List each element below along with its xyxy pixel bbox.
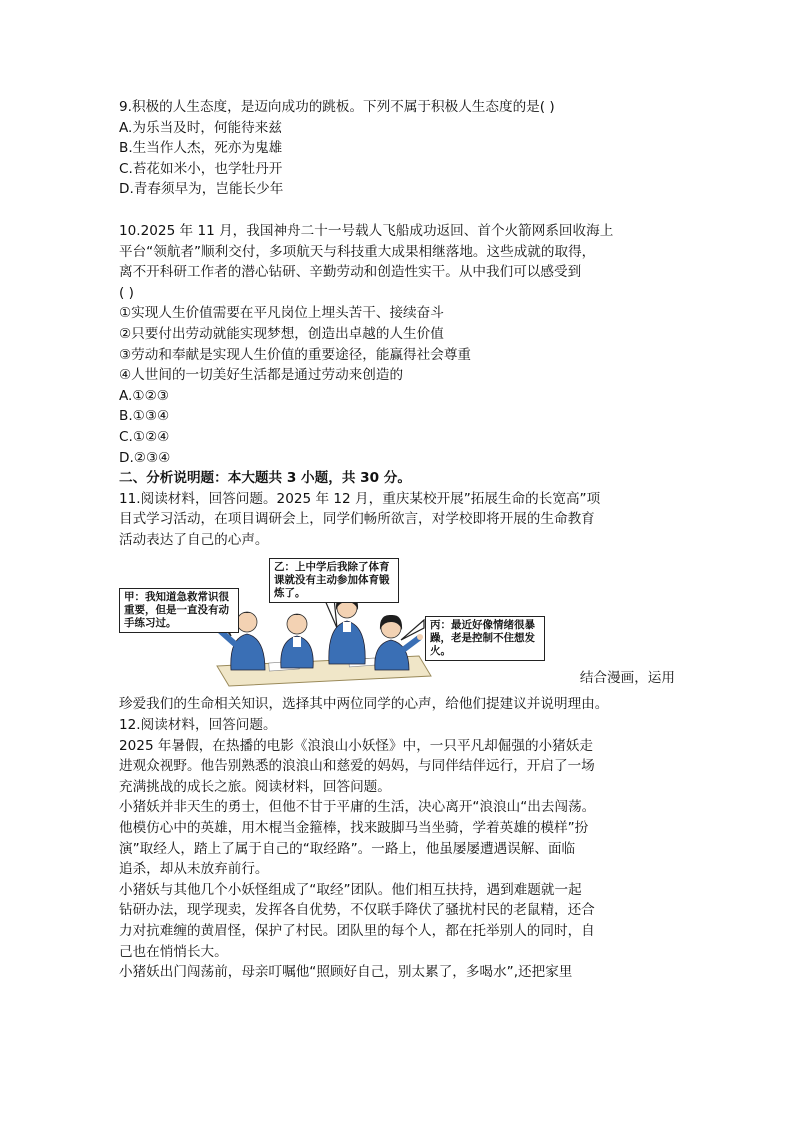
q11-stem-line: 活动表达了自己的心声。 — [119, 531, 269, 548]
q10-stem-line: 离不开科研工作者的潜心钻研、辛勤劳动和创造性实干。从中我们可以感受到 — [119, 264, 582, 281]
q9-option-b: B.生当作人杰，死亦为鬼雄 — [119, 140, 283, 157]
q10-option-d: D.②③④ — [119, 449, 171, 466]
q12-paragraph-line: 小猪妖出门闯荡前，母亲叮嘱他“照顾好自己，别太累了，多喝水”,还把家里 — [119, 964, 573, 981]
q12-paragraph-line: 小猪妖与其他几个小妖怪组成了“取经”团队。他们相互扶持，遇到难题就一起 — [119, 881, 582, 898]
q12-paragraph-line: 力对抗难缠的黄眉怪，保护了村民。团队里的每个人，都在托举别人的同时，自 — [119, 923, 595, 939]
page-content — [119, 97, 675, 983]
q10-statement-3: ③劳动和奉献是实现人生价值的重要途径，能赢得社会尊重 — [119, 346, 472, 363]
q12-paragraph-line: 追杀，却从未放弃前行。 — [119, 861, 269, 878]
q11-stem-line: 11.阅读材料，回答问题。2025 年 12 月，重庆某校开展”拓展生命的长宽高”项 — [119, 490, 601, 507]
q12-paragraph-line: 他模仿心中的英雄，用木棍当金箍棒，找来跛脚马当坐骑，学着英雄的模样”扮 — [119, 820, 589, 837]
q9-stem: 9.积极的人生态度，是迈向成功的跳板。下列不属于积极人生态度的是( ) — [119, 99, 555, 115]
q10-stem-line: ( ) — [119, 284, 134, 301]
q9-option-c: C.苔花如米小，也学牡丹开 — [119, 160, 283, 177]
q9-option-d: D.青春须早为，岂能长少年 — [119, 181, 284, 198]
q10-option-b: B.①③④ — [119, 408, 170, 425]
speech-bubble-jia: 甲：我知道急救常识很重要，但是一直没有动手练习过。 — [119, 588, 239, 633]
q10-option-c: C.①②④ — [119, 428, 170, 445]
q10-statement-4: ④人世间的一切美好生活都是通过劳动来创造的 — [119, 367, 404, 384]
q12-paragraph-line: 小猪妖并非天生的勇士，但他不甘于平庸的生活，决心离开“浪浪山“出去闯荡。 — [119, 799, 596, 816]
q12-title: 12.阅读材料，回答问题。 — [119, 717, 277, 734]
section-heading: 二、分析说明题：本大题共 3 小题，共 30 分。 — [119, 470, 411, 487]
q9-option-a: A.为乐当及时，何能待来兹 — [119, 119, 282, 136]
q10-option-a: A.①②③ — [119, 387, 169, 404]
q12-paragraph-line: 2025 年暑假，在热播的电影《浪浪山小妖怪》中，一只平凡却倔强的小猪妖走 — [119, 737, 593, 754]
q10-stem-line: 平台“领航者”顺利交付，多项航天与科技重大成果相继落地。这些成就的取得， — [119, 243, 596, 260]
q12-paragraph-line: 充满挑战的成长之旅。阅读材料，回答问题。 — [119, 778, 391, 795]
q12-paragraph-line: 钻研办法，现学现卖，发挥各自优势，不仅联手降伏了骚扰村民的老鼠精，还合 — [119, 902, 595, 919]
q11-stem-line: 目式学习活动，在项目调研会上，同学们畅所欲言，对学校即将开展的生命教育 — [119, 511, 595, 528]
q11-question-note: 结合漫画，运用 — [579, 670, 675, 687]
speech-bubble-yi: 乙：上中学后我除了体育课就没有主动参加体育锻炼了。 — [269, 558, 399, 603]
q11-question-line: 珍爱我们的生命相关知识，选择其中两位同学的心声，给他们提建议并说明理由。 — [119, 696, 609, 713]
cartoon-illustration — [119, 558, 675, 688]
q10-statement-2: ②只要付出劳动就能实现梦想，创造出卓越的人生价值 — [119, 325, 444, 342]
q12-paragraph-line: 己也在悄悄长大。 — [119, 943, 228, 960]
spacer — [119, 200, 675, 221]
q12-paragraph-line: 演”取经人，踏上了属于自己的“取经路”。一路上，他虽屡屡遭遇误解、面临 — [119, 840, 576, 857]
speech-bubble-bing: 丙：最近好像情绪很暴躁，老是控制不住想发火。 — [425, 616, 545, 661]
q12-paragraph-line: 进观众视野。他告别熟悉的浪浪山和慈爱的妈妈，与同伴结伴远行，开启了一场 — [119, 758, 595, 775]
q10-statement-1: ①实现人生价值需要在平凡岗位上埋头苦干、接续奋斗 — [119, 305, 444, 322]
q10-stem-line: 10.2025 年 11 月，我国神舟二十一号载人飞船成功返回、首个火箭网系回收海上 — [119, 222, 614, 239]
